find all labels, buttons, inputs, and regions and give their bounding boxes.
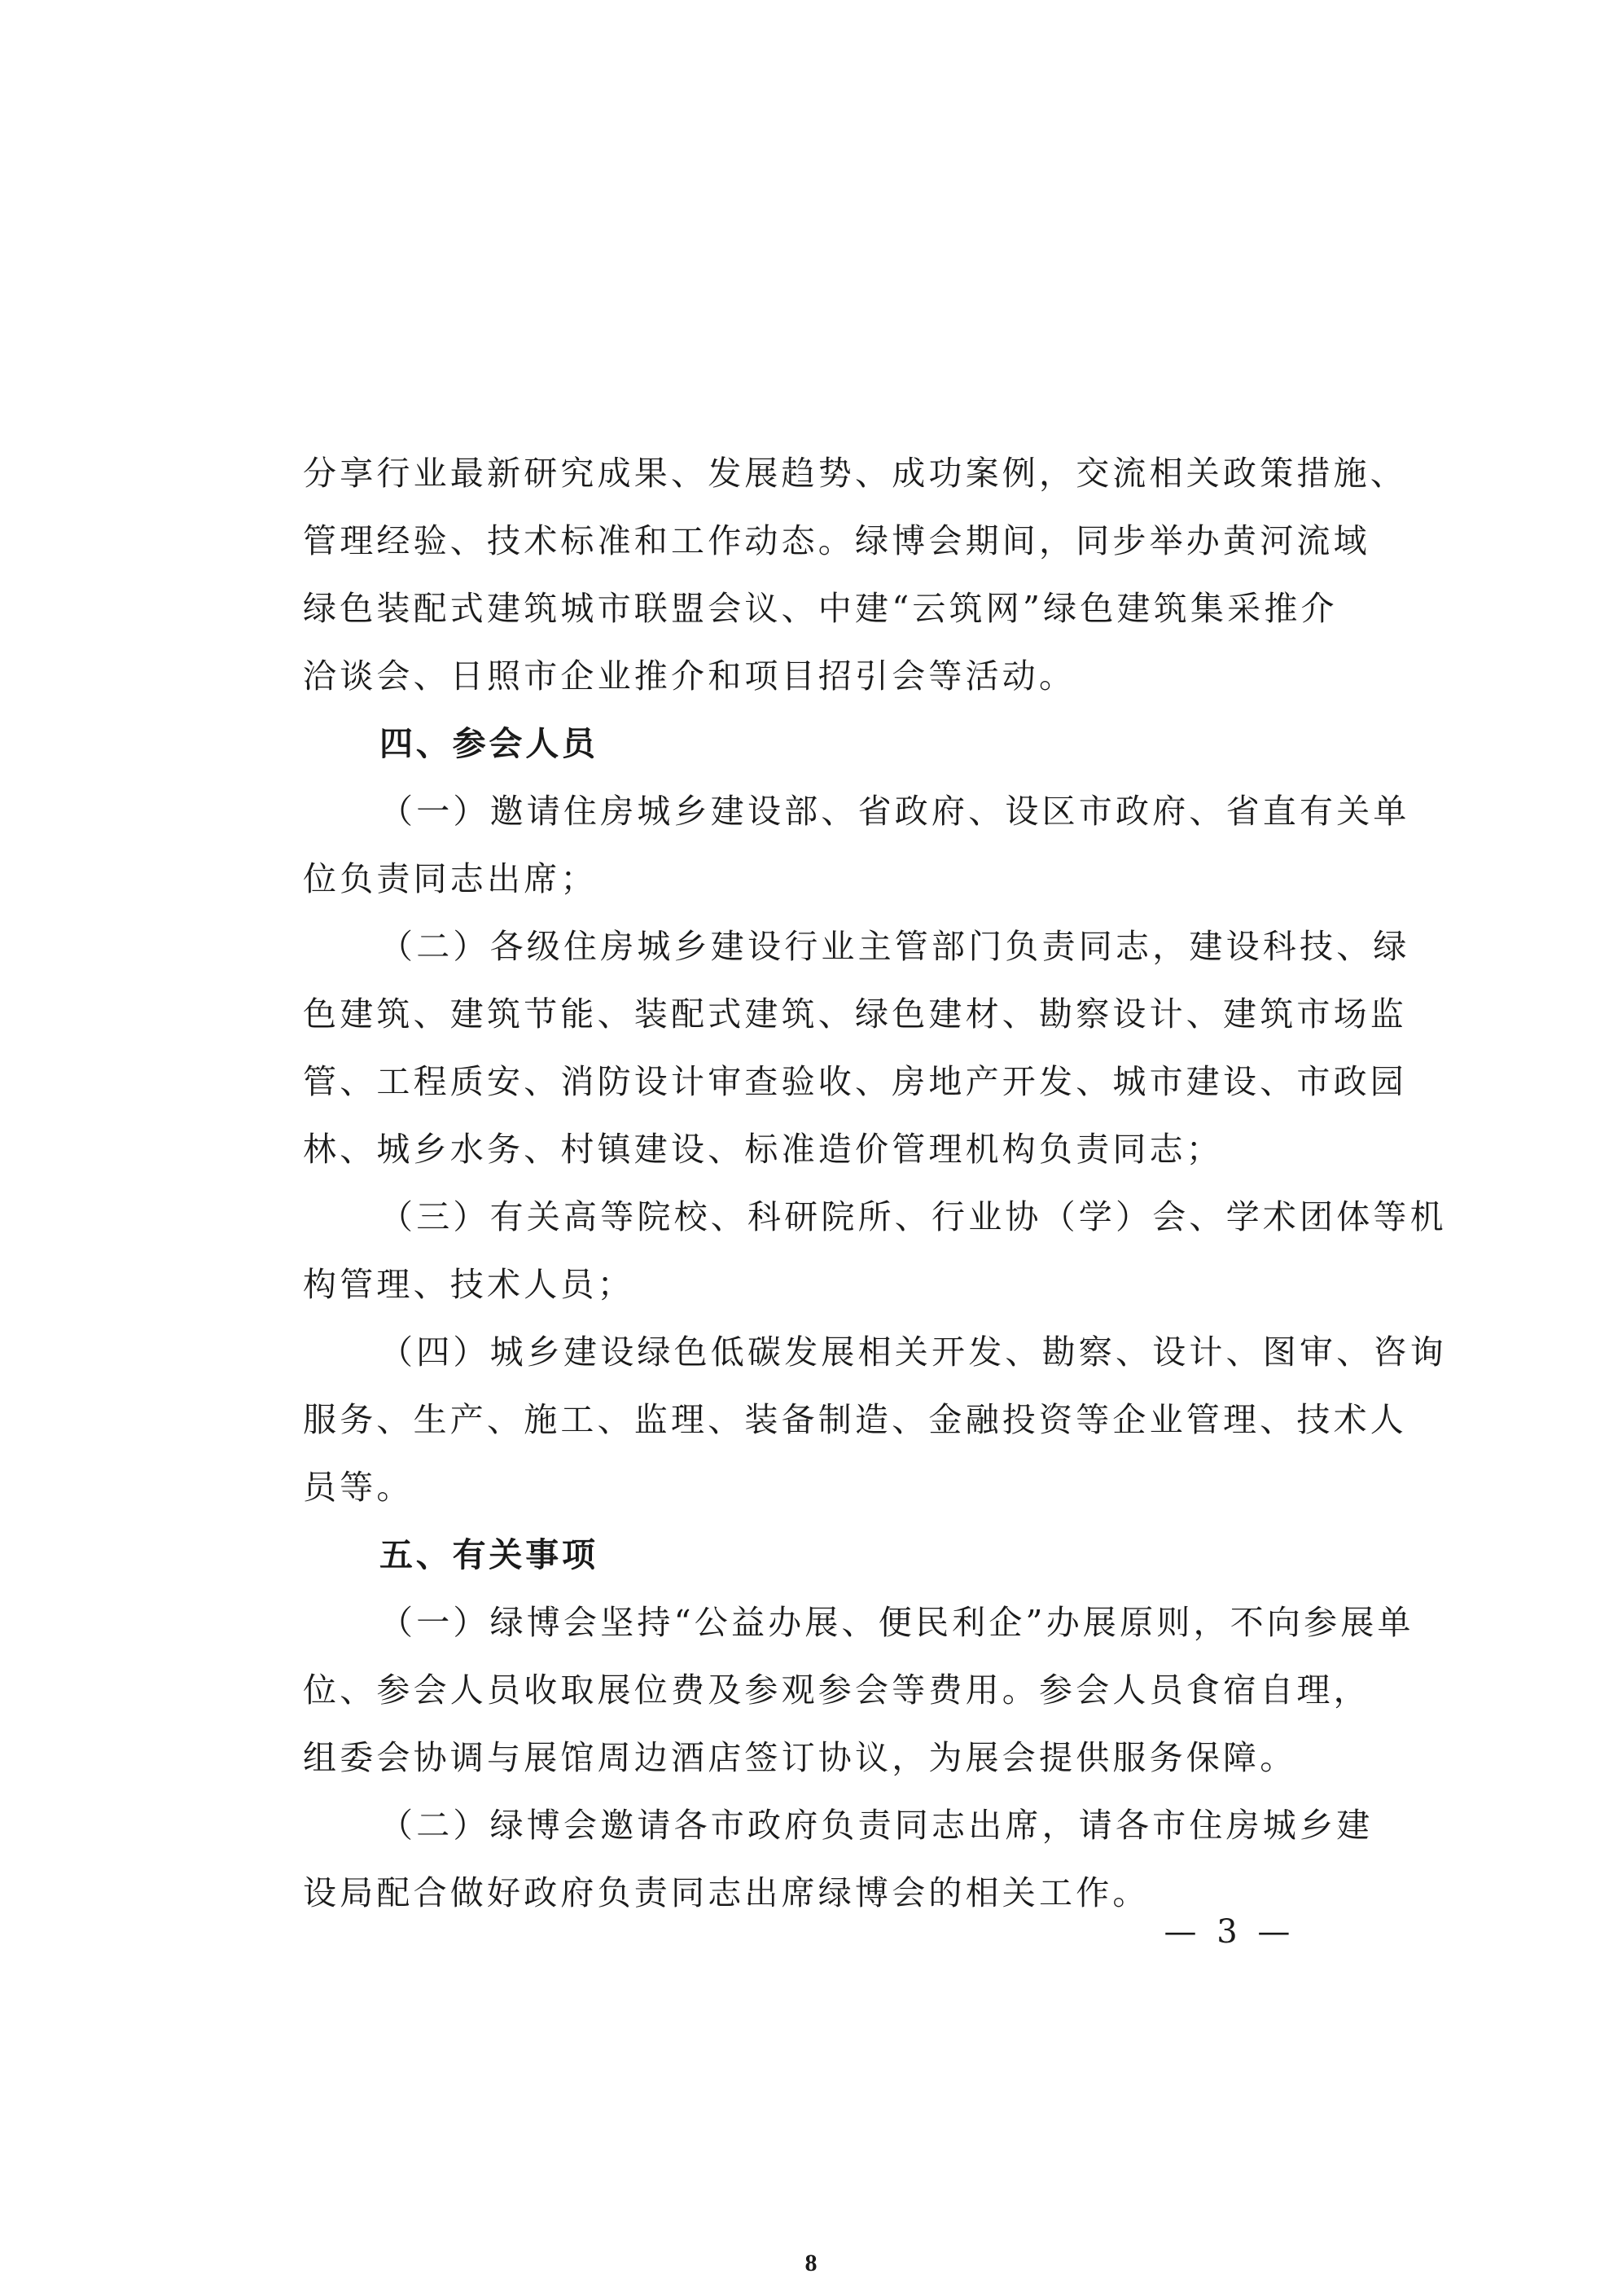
- text-line: 组委会协调与展馆周边酒店签订协议，为展会提供服务保障。: [303, 1738, 1297, 1777]
- section-heading-matters: [303, 1521, 1313, 1589]
- text-line: 洽谈会、日照市企业推介和项目招引会等活动。: [303, 656, 1076, 696]
- text-line: 绿色装配式建筑城市联盟会议、中建“云筑网”绿色建筑集采推介: [303, 589, 1338, 628]
- text-line: 色建筑、建筑节能、装配式建筑、绿色建材、勘察设计、建筑市场监: [303, 994, 1407, 1034]
- text-line: （二）各级住房城乡建设行业主管部门负责同志，建设科技、绿: [379, 927, 1410, 966]
- page-number: — 3 —: [1164, 1913, 1295, 1951]
- paragraph-participants-3: [303, 1183, 1447, 1319]
- text-line: 构管理、技术人员；: [303, 1265, 634, 1304]
- text-line: （三）有关高等院校、科研院所、行业协（学）会、学术团体等机: [379, 1197, 1447, 1236]
- text-line: 管、工程质安、消防设计审查验收、房地产开发、城市建设、市政园: [303, 1062, 1407, 1101]
- text-line: 分享行业最新研究成果、发展趋势、成功案例，交流相关政策措施、: [303, 454, 1407, 493]
- text-line: 设局配合做好政府负责同志出席绿博会的相关工作。: [303, 1873, 1150, 1912]
- paragraph-participants-1: [303, 778, 1410, 913]
- heading-line: 五、有关事项: [379, 1535, 598, 1574]
- paragraph-participants-2: [303, 913, 1410, 1183]
- heading-line: 四、参会人员: [379, 724, 598, 763]
- text-line: 位、参会人员收取展位费及参观参会等费用。参会人员食宿自理，: [303, 1670, 1370, 1710]
- text-line: （四）城乡建设绿色低碳发展相关开发、勘察、设计、图审、咨询: [379, 1332, 1447, 1372]
- footer-page-number: 8: [804, 2250, 818, 2276]
- text-line: 服务、生产、施工、监理、装备制造、金融投资等企业管理、技术人: [303, 1400, 1407, 1439]
- section-heading-participants: [303, 710, 1313, 778]
- text-line: （一）绿博会坚持“公益办展、便民利企”办展原则，不向参展单: [379, 1603, 1414, 1642]
- text-line: 位负责同志出席；: [303, 859, 598, 898]
- text-line: 管理经验、技术标准和工作动态。绿博会期间，同步举办黄河流域: [303, 521, 1370, 560]
- document-body: [303, 440, 1447, 1927]
- text-line: （二）绿博会邀请各市政府负责同志出席，请各市住房城乡建: [379, 1806, 1374, 1845]
- paragraph-participants-4: [303, 1319, 1447, 1521]
- paragraph-matters-1: [303, 1589, 1414, 1792]
- text-line: 林、城乡水务、村镇建设、标准造价管理机构负责同志；: [303, 1130, 1223, 1169]
- text-line: （一）邀请住房城乡建设部、省政府、设区市政府、省直有关单: [379, 792, 1410, 831]
- paragraph-activities: [303, 440, 1407, 710]
- text-line: 员等。: [303, 1468, 414, 1507]
